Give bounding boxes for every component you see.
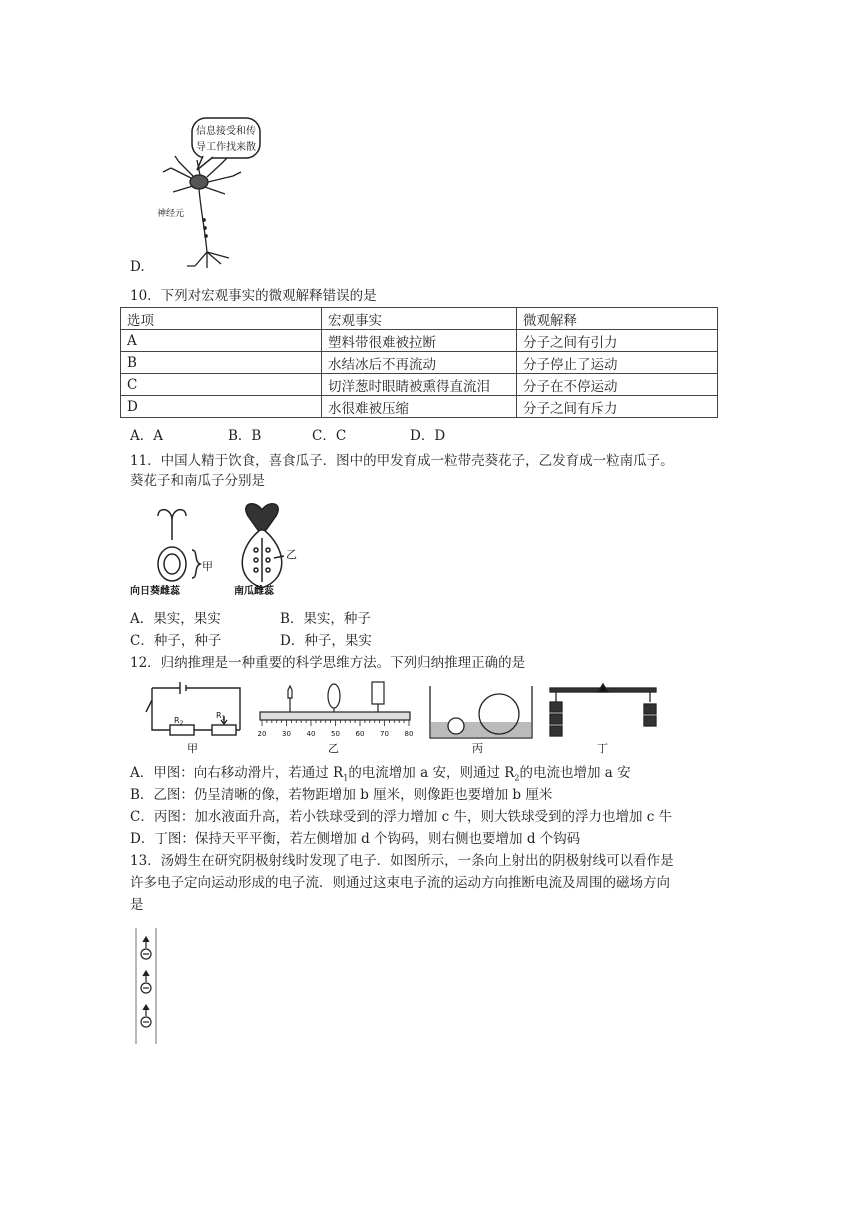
q10-table (120, 307, 718, 418)
table-cell: B (121, 352, 322, 374)
ruler-tick-label: 40 (306, 730, 316, 738)
q11-option-b: B．果实，种子 (280, 611, 371, 627)
electron-beam-figure (132, 926, 164, 1048)
beaker-diagram (430, 686, 532, 738)
q12-option-b: B．乙图：仍呈清晰的像，若物距增加 b 厘米，则像距也要增加 b 厘米 (130, 787, 553, 803)
q9-option-d: D. (130, 259, 145, 275)
ruler-tick-label: 20 (257, 730, 267, 738)
q11-option-a: A．果实，果实 (130, 611, 221, 627)
table-cell: 分子之间有斥力 (517, 396, 718, 418)
label-yi: 乙 (286, 548, 297, 561)
table-header: 宏观事实 (322, 308, 517, 330)
ruler-tick-label: 80 (404, 730, 414, 738)
table-row (121, 396, 718, 418)
q10-option-b: B．B (228, 428, 262, 444)
balance-diagram (550, 684, 656, 736)
r1-label: $R_1$ (216, 711, 226, 722)
bubble-text-2: 导工作找来散 (196, 142, 256, 153)
table-header: 选项 (121, 308, 322, 330)
r2-label: $R_2$ (174, 716, 184, 727)
table-cell: D (121, 396, 322, 418)
q10-option-a: A．A (130, 428, 163, 444)
ruler-tick-label: 60 (355, 730, 365, 738)
ruler-tick-label: 30 (282, 730, 291, 738)
fig-label-yi: 乙 (328, 742, 339, 755)
ruler-ticks (258, 720, 414, 755)
table-cell: 塑料带很难被拉断 (322, 330, 517, 352)
electron-2 (141, 971, 151, 993)
q11-option-d: D．种子，果实 (280, 633, 372, 649)
caption-pumpkin: 南瓜雌蕊 (234, 586, 274, 597)
bubble-text-1: 信息接受和传 (196, 126, 256, 137)
caption-sunflower: 向日葵雌蕊 (130, 586, 180, 597)
q12-stem: 12．归纳推理是一种重要的科学思维方法。下列归纳推理正确的是 (130, 655, 526, 671)
electron-1 (141, 937, 151, 959)
table-header: 微观解释 (517, 308, 718, 330)
table-cell: 分子停止了运动 (517, 352, 718, 374)
q12-option-a: A．甲图：向右移动滑片，若通过 $R_1$的电流增加 a 安，则通过 $R_2$的电流也增加 a 安 (130, 765, 631, 783)
table-cell: C (121, 374, 322, 396)
neuron-label: 神经元 (157, 209, 185, 219)
q13-stem-3: 是 (130, 897, 144, 913)
table-cell: 水结冰后不再流动 (322, 352, 517, 374)
optical-bench (260, 682, 410, 720)
q10-option-d: D．D (410, 428, 446, 444)
q12-option-c: C．丙图：加水液面升高，若小铁球受到的浮力增加 c 牛，则大铁球受到的浮力也增加 c 牛 (130, 809, 673, 825)
q11-options-row2 (130, 632, 372, 650)
q10-options (130, 427, 445, 445)
table-cell: A (121, 330, 322, 352)
table-cell: 水很难被压缩 (322, 396, 517, 418)
table-cell: 切洋葱时眼睛被熏得直流泪 (322, 374, 517, 396)
table-row (121, 330, 718, 352)
ruler-tick-label: 50 (331, 730, 340, 738)
circuit-diagram (146, 682, 240, 735)
pistil-figure (128, 498, 313, 598)
q12-option-d: D．丁图：保持天平平衡，若左侧增加 d 个钩码，则右侧也要增加 d 个钩码 (130, 831, 581, 847)
neuron-figure (155, 112, 265, 272)
table-row (121, 374, 718, 396)
fig-label-jia: 甲 (187, 742, 198, 755)
sunflower-stigma (158, 510, 186, 540)
fig-label-bing: 丙 (472, 742, 483, 755)
ruler-tick-label: 70 (380, 730, 389, 738)
q11-stem-1: 11．中国人精于饮食，喜食瓜子．图中的甲发育成一粒带壳葵花子，乙发育成一粒南瓜子。 (130, 453, 674, 469)
q10-option-c: C．C (312, 428, 347, 444)
q11-options-row1 (130, 610, 371, 628)
q13-stem-2: 许多电子定向运动形成的电子流．则通过这束电子流的运动方向推断电流及周围的磁场方向 (130, 875, 670, 891)
q12-figures (142, 680, 672, 760)
q11-option-c: C．种子，种子 (130, 633, 222, 649)
fig-label-ding: 丁 (597, 742, 608, 755)
electron-3 (141, 1005, 151, 1027)
table-cell: 分子在不停运动 (517, 374, 718, 396)
label-jia: 甲 (202, 560, 213, 573)
table-cell: 分子之间有引力 (517, 330, 718, 352)
q13-stem-1: 13．汤姆生在研究阴极射线时发现了电子．如图所示，一条向上射出的阴极射线可以看作是 (130, 853, 674, 869)
table-header-row (121, 308, 718, 330)
q11-stem-2: 葵花子和南瓜子分别是 (130, 473, 265, 489)
table-row (121, 352, 718, 374)
q10-stem: 10．下列对宏观事实的微观解释错误的是 (130, 288, 377, 304)
